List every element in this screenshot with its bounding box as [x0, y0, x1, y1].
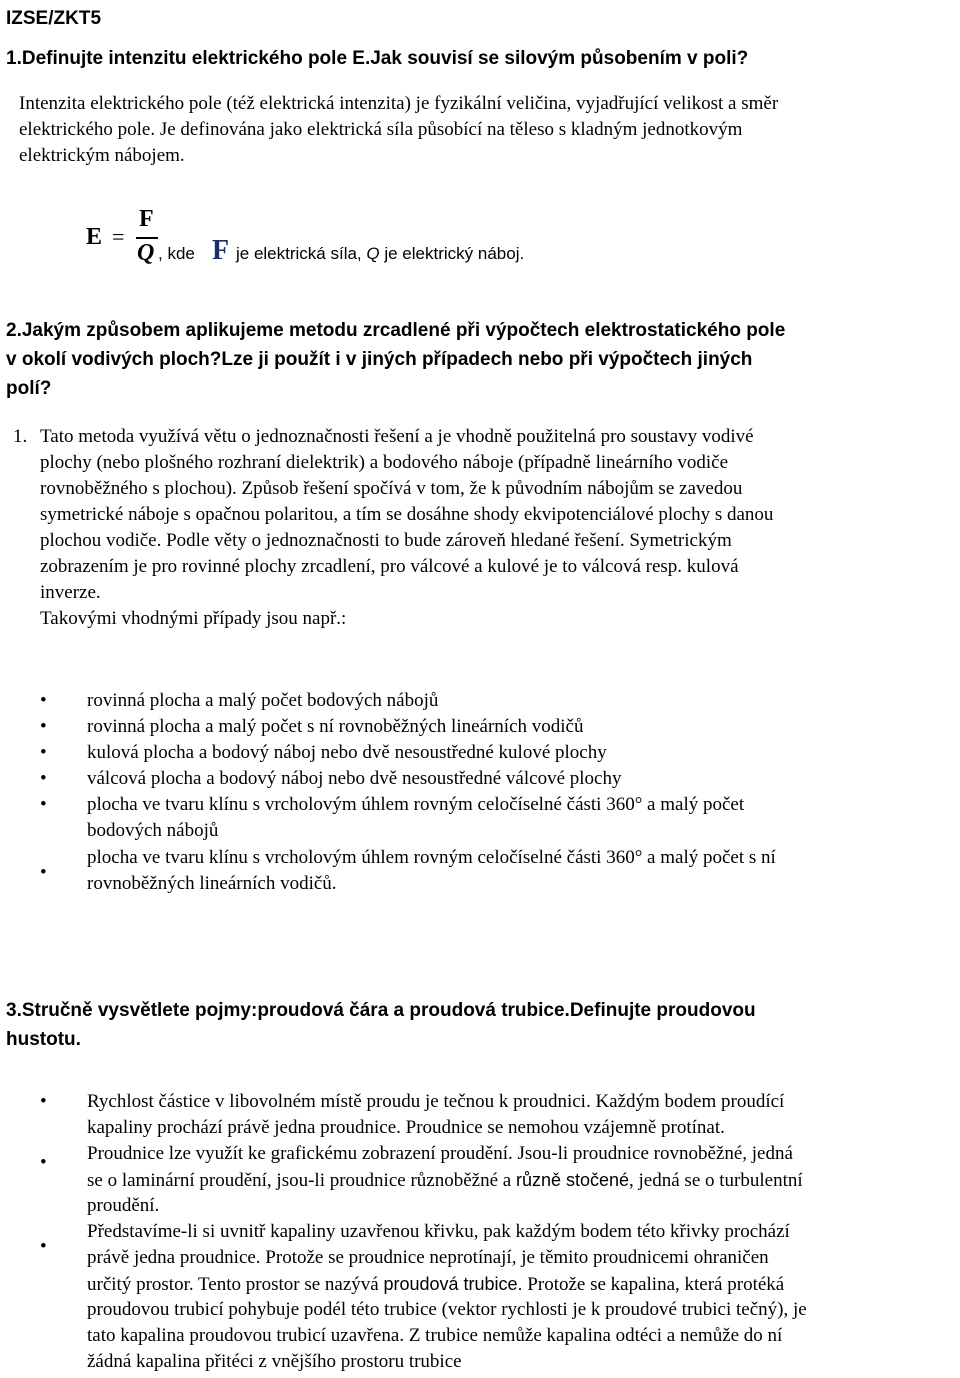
heading-line: 2.Jakým způsobem aplikujeme metodu zrcadlené při výpočtech elektrostatického pole — [6, 320, 786, 341]
text-run: různě stočené — [515, 1170, 630, 1190]
paragraph-line: Takovými vhodnými případy jsou např.: — [40, 608, 347, 629]
bullet-icon: • — [40, 716, 47, 737]
fraction-bar — [136, 237, 158, 239]
bullet-icon: • — [40, 1236, 47, 1257]
list-item: kulová plocha a bodový náboj nebo dvě nesoustředné kulové plochy — [87, 742, 607, 763]
document-title: IZSE/ZKT5 — [6, 8, 102, 29]
formula-lhs: E — [86, 224, 103, 250]
text-run: se o laminární proudění, jsou-li proudnice různoběžné a — [87, 1170, 516, 1191]
bullet-icon: • — [40, 768, 47, 789]
field-intensity-formula — [84, 204, 164, 268]
text-run: , jedná se o turbulentní — [629, 1170, 803, 1191]
list-item-continuation: tato kapalina proudovou trubicí uzavřena. Z trubice nemůže kapalina odtéci a nemůže do ní — [87, 1325, 783, 1346]
force-symbol-image: F — [212, 235, 230, 266]
list-item: rovinná plocha a malý počet s ní rovnoběžných lineárních vodičů — [87, 716, 584, 737]
list-item-continuation: kapaliny prochází právě jedna proudnice. Proudnice se nemohou vzájemně protínat. — [87, 1117, 725, 1138]
text-run: proudová trubice. — [383, 1274, 523, 1294]
list-item-continuation: proudovou trubicí pohybuje podél této trubice (vektor rychlosti je k proudové trubici tečný), je — [87, 1299, 807, 1320]
paragraph-line: Intenzita elektrického pole (též elektrická intenzita) je fyzikální veličina, vyjadřující velikost a směr — [19, 93, 779, 114]
paragraph-line: elektrickým nábojem. — [19, 145, 185, 166]
list-item: Představíme-li si uvnitř kapaliny uzavřenou křivku, pak každým bodem této křivky prochází — [87, 1221, 790, 1242]
list-item: plocha ve tvaru klínu s vrcholovým úhlem rovným celočíselné části 360° a malý počet s ní — [87, 847, 776, 868]
formula-numerator: F — [139, 206, 154, 232]
formula-denominator: Q — [137, 240, 155, 266]
list-item: válcová plocha a bodový náboj nebo dvě nesoustředné válcové plochy — [87, 768, 622, 789]
formula-text-kde: , kde — [158, 244, 195, 263]
text-run: určitý prostor. Tento prostor se nazývá — [87, 1274, 384, 1295]
question-1-heading: 1.Definujte intenzitu elektrického pole E.Jak souvisí se silovým působením v poli? — [6, 48, 749, 69]
bullet-icon: • — [40, 794, 47, 815]
list-item: Rychlost částice v libovolném místě proudu je tečnou k proudnici. Každým bodem proudící — [87, 1091, 785, 1112]
paragraph-line: inverze. — [40, 582, 101, 603]
paragraph-line: elektrického pole. Je definována jako elektrická síla působící na těleso s kladným jednotkovým — [19, 119, 743, 140]
heading-line: hustotu. — [6, 1029, 81, 1050]
paragraph-line: zobrazením je pro rovinné plochy zrcadlení, pro válcové a kulové je to válcová resp. kulová — [40, 556, 739, 577]
heading-line: v okolí vodivých ploch?Lze ji použít i v jiných případech nebo při výpočtech jiných — [6, 349, 753, 370]
bullet-icon: • — [40, 1152, 47, 1173]
list-item: plocha ve tvaru klínu s vrcholovým úhlem rovným celočíselné části 360° a malý počet — [87, 794, 745, 815]
list-item-continuation: právě jedna proudnice. Protože se proudnice neprotínají, je těmito proudnicemi ohraničen — [87, 1247, 769, 1268]
list-item: rovinná plocha a malý počet bodových nábojů — [87, 690, 439, 711]
list-item-continuation: proudění. — [87, 1195, 160, 1216]
list-number: 1. — [13, 426, 28, 447]
paragraph-line: symetrické náboje s opačnou polaritou, a tím se dosáhne shody ekvipotenciálové plochy s danou — [40, 504, 774, 525]
paragraph-line: plochou vodiče. Podle věty o jednoznačnosti to bude zároveň hledané řešení. Symetrickým — [40, 530, 732, 551]
formula-explanation — [236, 244, 524, 264]
charge-symbol: Q — [366, 244, 380, 263]
list-item: Proudnice lze využít ke grafickému zobrazení proudění. Jsou-li proudnice rovnoběžné, jedná — [87, 1143, 793, 1164]
heading-line: polí? — [6, 378, 52, 399]
bullet-icon: • — [40, 1091, 47, 1112]
bullet-icon: • — [40, 862, 47, 883]
paragraph-line: Tato metoda využívá větu o jednoznačnosti řešení a je vhodně použitelná pro soustavy vodivé — [40, 426, 754, 447]
list-item-continuation: rovnoběžných lineárních vodičů. — [87, 873, 337, 894]
list-item-continuation — [87, 1167, 803, 1194]
formula-explanation-part: je elektrický náboj. — [379, 244, 525, 263]
list-item-continuation: bodových nábojů — [87, 820, 219, 841]
heading-line: 3.Stručně vysvětlete pojmy:proudová čára a proudová trubice.Definujte proudovou — [6, 1000, 756, 1021]
bullet-icon: • — [40, 742, 47, 763]
list-item-continuation — [87, 1271, 784, 1298]
bullet-icon: • — [40, 690, 47, 711]
formula-equals: = — [112, 224, 125, 249]
text-run: Protože se kapalina, která protéká — [522, 1274, 785, 1295]
paragraph-line: plochy (nebo plošného rozhraní dielektrik) a bodového náboje (případně lineárního vodiče — [40, 452, 728, 473]
paragraph-line: rovnoběžného s plochou). Způsob řešení spočívá v tom, že k původním nábojům se zavedou — [40, 478, 743, 499]
list-item-continuation: žádná kapalina přitéci z vnějšího prostoru trubice — [87, 1351, 462, 1372]
formula-explanation-part: je elektrická síla, — [236, 244, 367, 263]
